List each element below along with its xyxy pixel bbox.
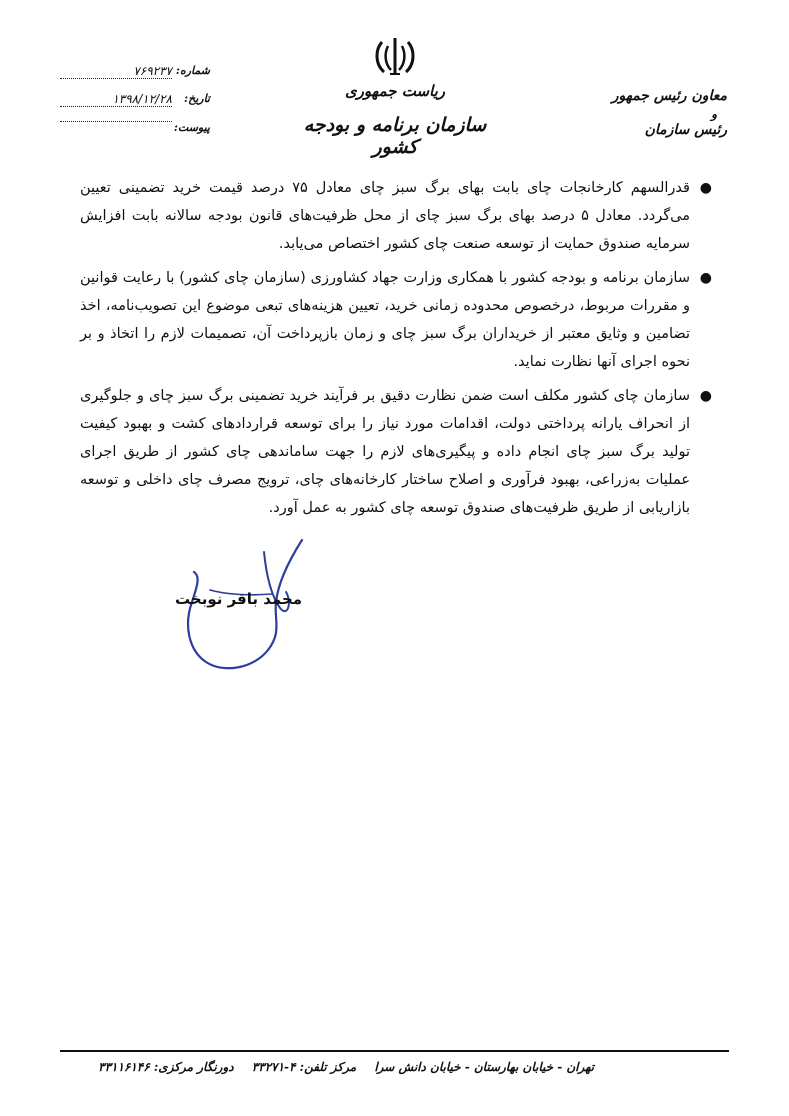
body-paragraph xyxy=(80,264,716,376)
letter-attachment-value xyxy=(60,121,172,122)
letter-number-row xyxy=(60,64,210,82)
footer-fax: دورنگار مرکزی: ۳۳۱۱۶۱۴۶ xyxy=(98,1060,234,1074)
footer-divider xyxy=(60,1050,729,1052)
letter-number-label: شماره: xyxy=(175,64,210,77)
bullet-icon: ● xyxy=(699,270,712,286)
body-paragraph xyxy=(80,174,716,258)
header-vice-president: معاون رئیس جمهور xyxy=(611,88,727,104)
letter-attachment-row xyxy=(60,121,210,139)
letter-number-value: ۷۶۹۲۳۷ xyxy=(60,64,172,79)
letter-date-value: ۱۳۹۸/۱۲/۲۸ xyxy=(60,92,172,107)
header-and: و xyxy=(711,107,717,121)
footer-phone: مرکز تلفن: ۴-۳۳۲۷۱ xyxy=(251,1060,357,1074)
header-head-of-organization: رئیس سازمان xyxy=(644,122,727,138)
letter-date-row xyxy=(60,92,210,110)
body-paragraph xyxy=(80,382,716,522)
paragraph-text: سازمان چای کشور مکلف است ضمن نظارت دقیق بر فرآیند خرید تضمینی برگ سبز چای و جلوگیری از انحراف یارانه پرداختی دولت، اقدامات مورد نیاز را برای توسعه قراردادهای کشت و بهبود کیفیت تولید برگ سبز چای انجام داده و پیگیری‌های لازم را جهت ساماندهی چای کشور از طریق اجرای عملیات به‌زراعی، بهبود فرآوری و اصلاح ساختار کارخانه‌های چای، ترویج مصرف چای داخلی و توسعه بازاریابی از طریق ظرفیت‌های صندوق توسعه چای کشور به عمل آورد. xyxy=(80,388,690,516)
bullet-icon: ● xyxy=(699,180,712,196)
signatory-name: محمد باقر نوبخت xyxy=(175,590,303,608)
iran-emblem-icon xyxy=(370,34,420,78)
footer-contact xyxy=(84,1060,594,1074)
handwritten-signature xyxy=(170,532,330,692)
footer-address: تهران - خیابان بهارستان - خیابان دانش سرا xyxy=(374,1060,594,1074)
letter-date-label: تاریخ: xyxy=(184,92,210,105)
bullet-icon: ● xyxy=(699,388,712,404)
header-title-presidency: ریاست جمهوری xyxy=(344,82,446,100)
letter-attachment-label: پیوست: xyxy=(173,121,210,134)
letter-body xyxy=(80,174,716,528)
paragraph-text: قدرالسهم کارخانجات چای بابت بهای برگ سبز چای معادل ۷۵ درصد قیمت خرید تضمینی تعیین می‌گردد. معادل ۵ درصد بهای برگ سبز چای از محل ظرفیت‌های قانون بودجه سالانه بابت افزایش سرمایه صندوق حمایت از توسعه صنعت چای کشور اختصاص می‌یابد. xyxy=(80,180,691,252)
header-title-organization: سازمان برنامه و بودجه کشور xyxy=(303,114,487,158)
paragraph-text: سازمان برنامه و بودجه کشور با همکاری وزارت جهاد کشاورزی (سازمان چای کشور) با رعایت قوانین و مقررات مربوط، درخصوص محدوده زمانی خرید، تعیین هزینه‌های تبعی موضوع این تصویب‌نامه، اخذ تضامین و وثایق معتبر از خریداران برگ سبز چای و زمان بازپرداخت آن، تصمیمات لازم را اتخاذ و بر نحوه اجرای آنها نظارت نماید. xyxy=(80,270,690,370)
